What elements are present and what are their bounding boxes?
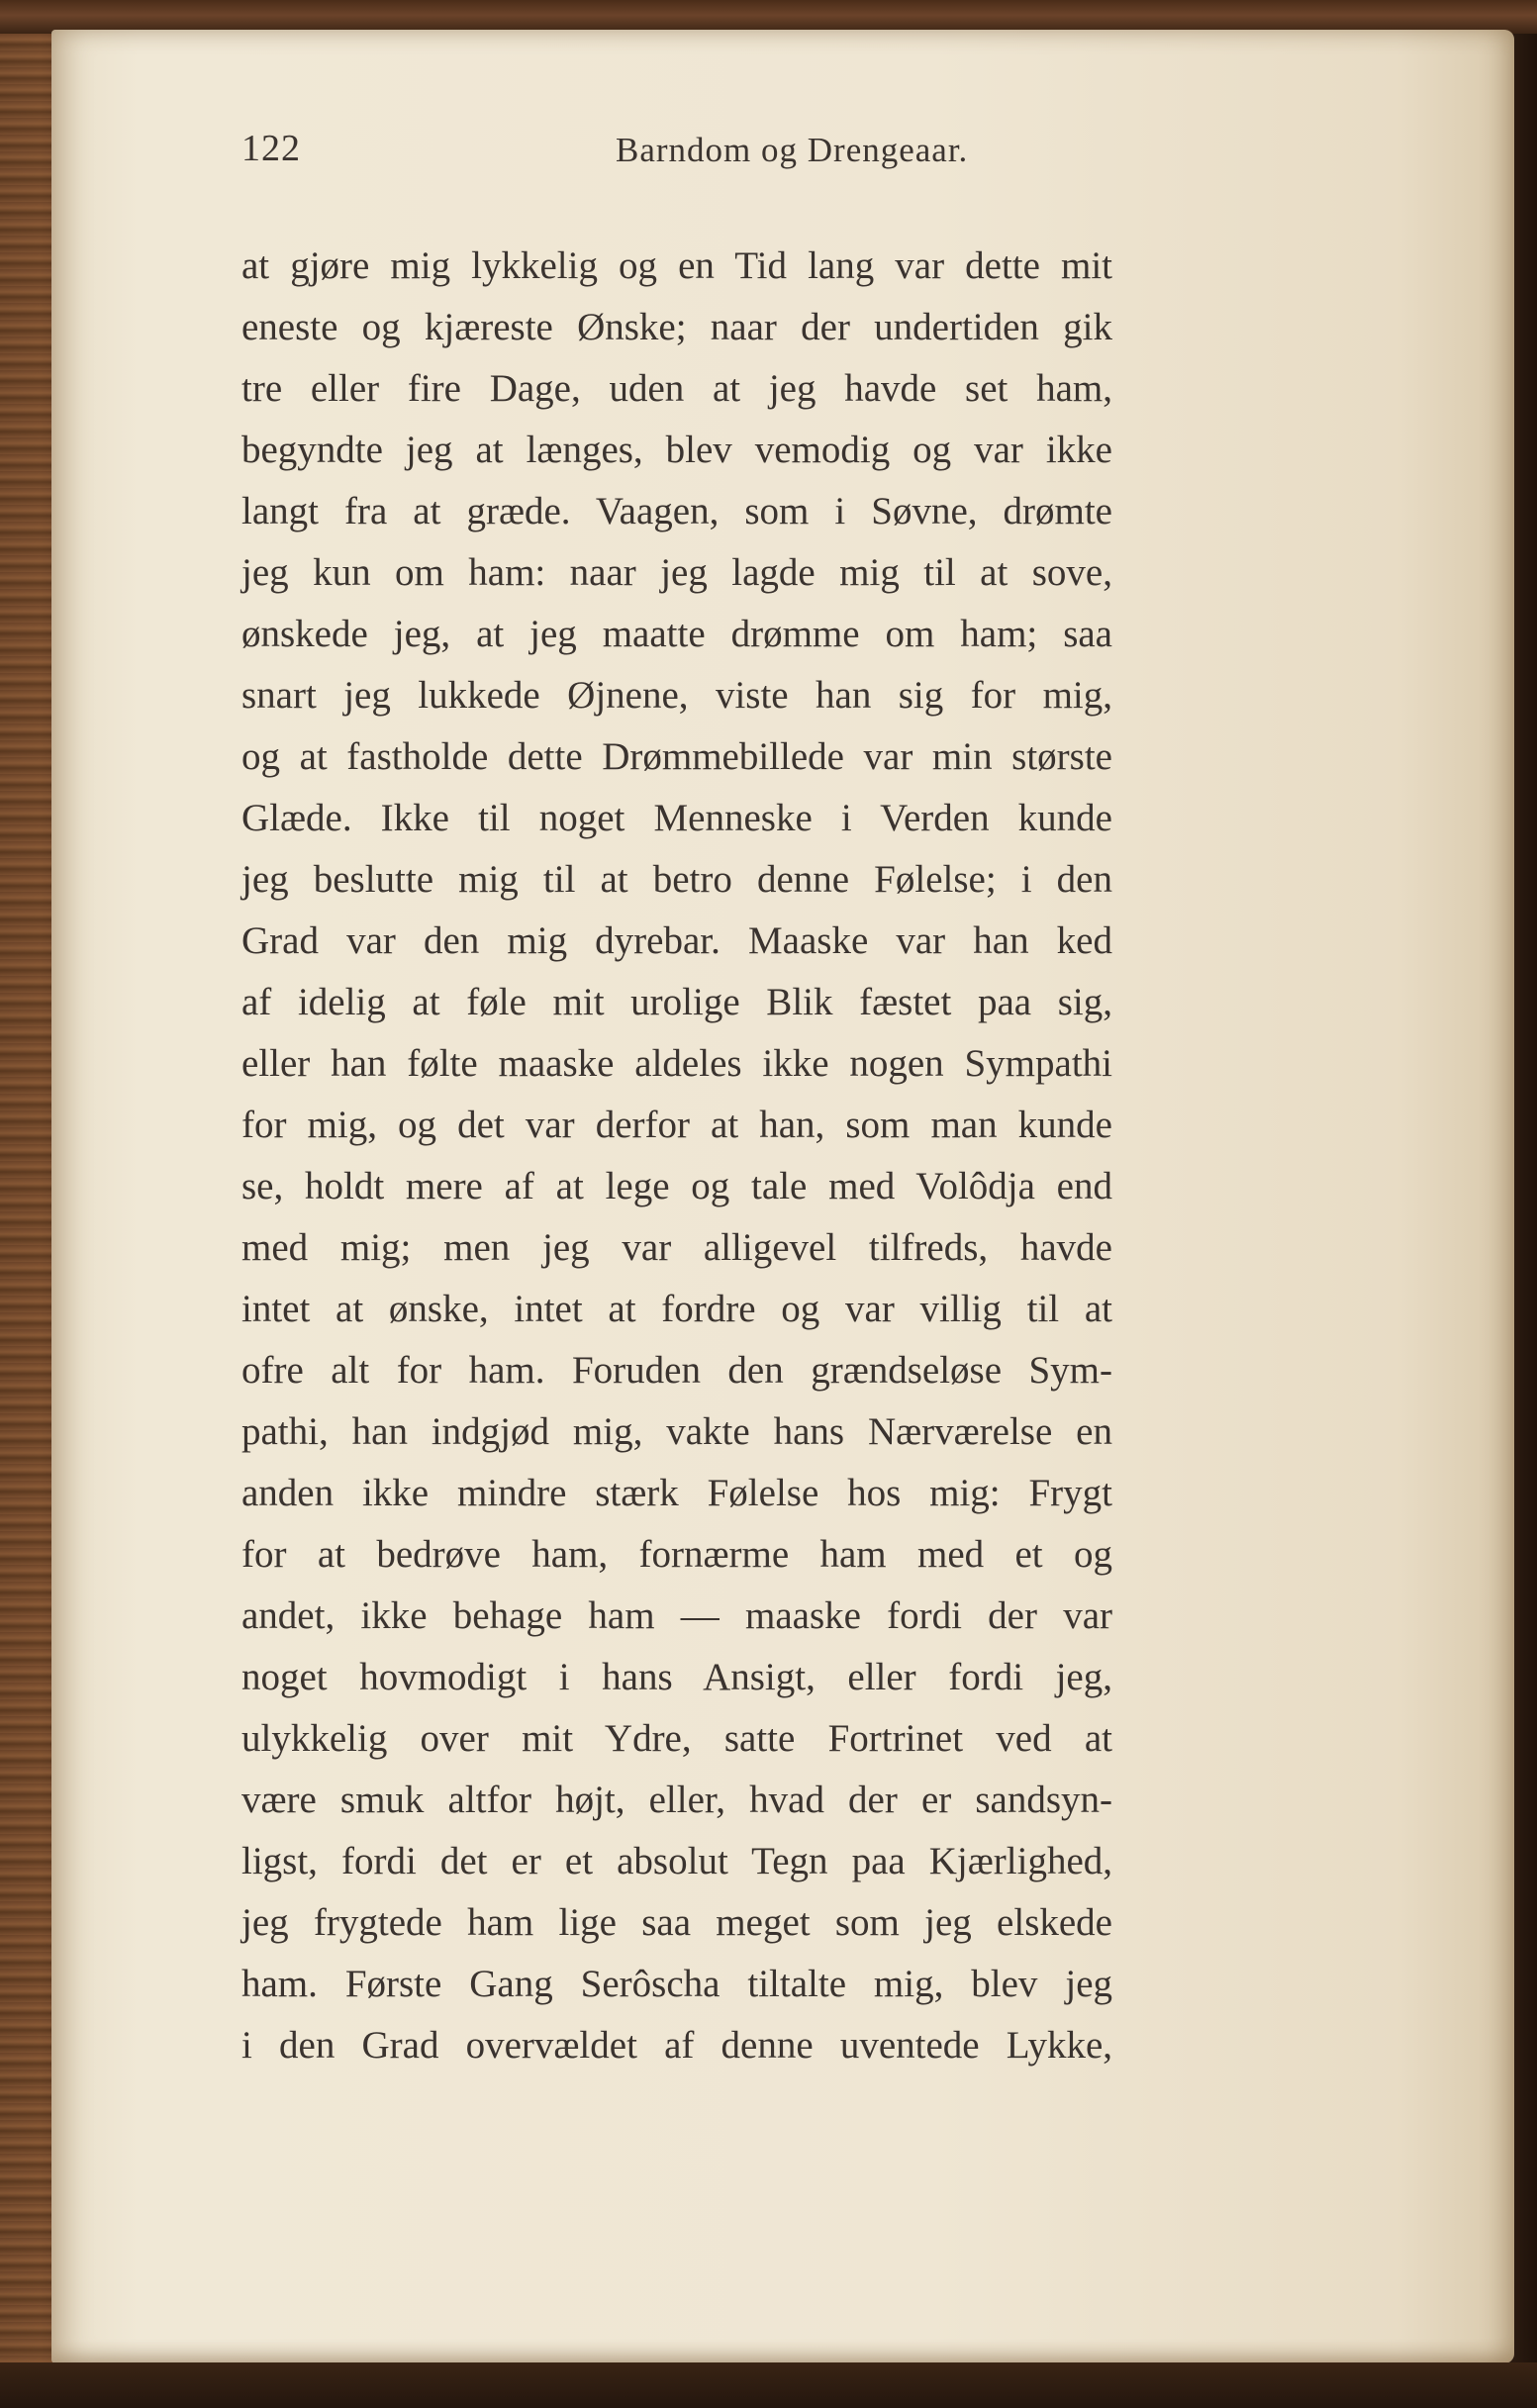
text-line: ofre alt for ham. Foruden den grændseløse Sym- xyxy=(241,1349,1112,1392)
book-spine-edge xyxy=(0,0,59,2408)
text-line: anden ikke mindre stærk Følelse hos mig: Frygt xyxy=(241,1472,1112,1514)
text-line: jeg beslutte mig til at betro denne Følelse; i den xyxy=(241,858,1112,901)
text-line: eller han følte maaske aldeles ikke nogen Sympathi xyxy=(241,1042,1112,1085)
running-title: Barndom og Drengeaar. xyxy=(616,131,969,169)
text-line: noget hovmodigt i hans Ansigt, eller fordi jeg, xyxy=(241,1656,1112,1698)
text-line: ønskede jeg, at jeg maatte drømme om ham; saa xyxy=(241,613,1112,655)
text-line: tre eller fire Dage, uden at jeg havde set ham, xyxy=(241,367,1112,410)
text-line: eneste og kjæreste Ønske; naar der undertiden gik xyxy=(241,306,1112,348)
text-line: være smuk altfor højt, eller, hvad der er sandsyn- xyxy=(241,1779,1112,1821)
text-line: pathi, han indgjød mig, vakte hans Nærværelse en xyxy=(241,1410,1112,1453)
text-line: for mig, og det var derfor at han, som man kunde xyxy=(241,1104,1112,1146)
text-line: i den Grad overvældet af denne uventede Lykke, xyxy=(241,2024,1112,2067)
page-header xyxy=(241,127,1112,186)
book-top-edge xyxy=(0,0,1537,34)
text-line: langt fra at græde. Vaagen, som i Søvne, drømte xyxy=(241,490,1112,532)
body-text xyxy=(241,236,1112,2076)
text-line: at gjøre mig lykkelig og en Tid lang var dette mit xyxy=(241,244,1112,287)
text-line: snart jeg lukkede Øjnene, viste han sig for mig, xyxy=(241,674,1112,717)
text-line: Glæde. Ikke til noget Menneske i Verden kunde xyxy=(241,797,1112,839)
text-line: intet at ønske, intet at fordre og var villig til at xyxy=(241,1288,1112,1330)
text-line: andet, ikke behage ham — maaske fordi der var xyxy=(241,1594,1112,1637)
text-line: ligst, fordi det er et absolut Tegn paa Kjærlighed, xyxy=(241,1840,1112,1882)
text-line: jeg kun om ham: naar jeg lagde mig til at sove, xyxy=(241,551,1112,594)
text-line: ham. Første Gang Serôscha tiltalte mig, blev jeg xyxy=(241,1963,1112,2005)
text-line: jeg frygtede ham lige saa meget som jeg elskede xyxy=(241,1901,1112,1944)
page-number: 122 xyxy=(241,128,301,169)
text-line: Grad var den mig dyrebar. Maaske var han ked xyxy=(241,919,1112,962)
text-line: og at fastholde dette Drømmebillede var min største xyxy=(241,735,1112,778)
book-bottom-edge xyxy=(0,2362,1537,2408)
text-line: ulykkelig over mit Ydre, satte Fortrinet ved at xyxy=(241,1717,1112,1760)
text-line: for at bedrøve ham, fornærme ham med et og xyxy=(241,1533,1112,1576)
text-line: se, holdt mere af at lege og tale med Volôdja end xyxy=(241,1165,1112,1207)
text-line: af idelig at føle mit urolige Blik fæstet paa sig, xyxy=(241,981,1112,1023)
text-line: med mig; men jeg var alligevel tilfreds, havde xyxy=(241,1226,1112,1269)
text-line: begyndte jeg at længes, blev vemodig og var ikke xyxy=(241,429,1112,471)
